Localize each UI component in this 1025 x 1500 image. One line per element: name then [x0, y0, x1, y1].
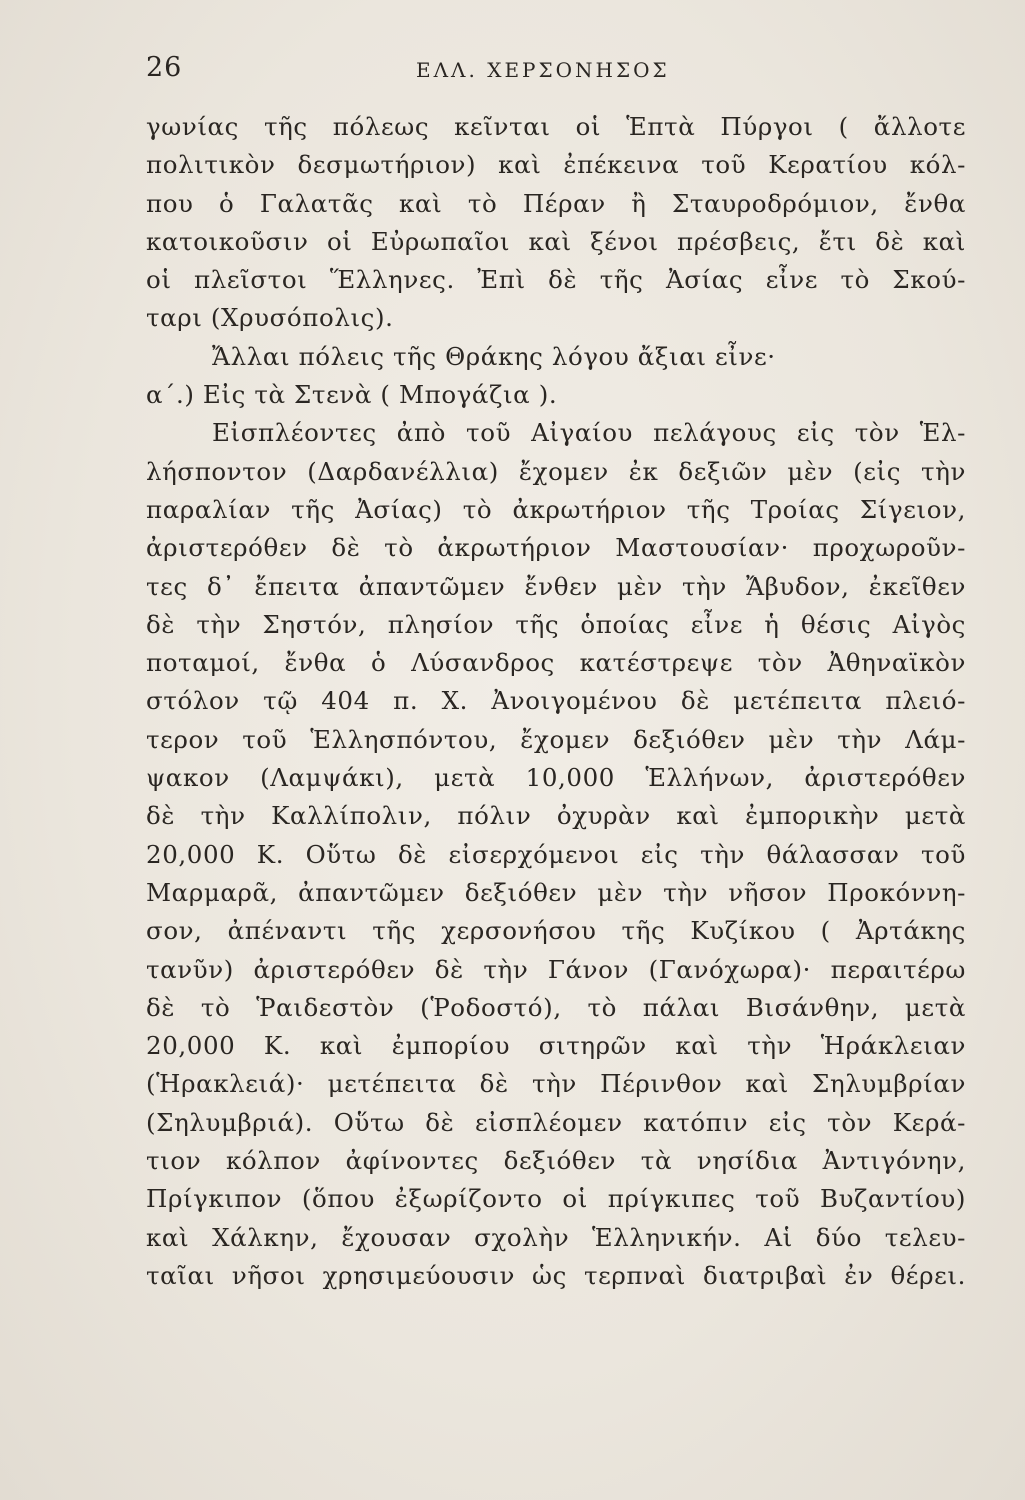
text-line: που ὁ Γαλατᾶς καὶ τὸ Πέραν ἢ Σταυροδρόμιον, ἔνθα — [146, 188, 966, 218]
text-line: Πρίγκιπον (ὅπου ἐξωρίζοντο οἱ πρίγκιπες τοῦ Βυζαντίου) — [146, 1184, 966, 1214]
page-number: 26 — [146, 52, 183, 83]
text-line: 20,000 Κ. Οὕτω δὲ εἰσερχόμενοι εἰς τὴν θάλασσαν τοῦ — [146, 839, 966, 869]
running-head: ΕΛΛ. ΧΕΡΣΟΝΗΣΟΣ — [416, 58, 670, 82]
text-line: ἀριστερόθεν δὲ τὸ ἀκρωτήριον Μαστουσίαν· προχωροῦν- — [146, 533, 966, 563]
text-line: δὲ τὴν Σηστόν, πλησίον τῆς ὁποίας εἶνε ἡ θέσις Αἰγὸς — [146, 609, 966, 639]
text-line: τιον κόλπον ἀφίνοντες δεξιόθεν τὰ νησίδια Ἀντιγόνην, — [146, 1146, 966, 1176]
page-header — [146, 52, 966, 92]
text-line: (Ἡρακλειά)· μετέπειτα δὲ τὴν Πέρινθον καὶ Σηλυμβρίαν — [146, 1069, 966, 1099]
text-line: δὲ τὴν Καλλίπολιν, πόλιν ὀχυρὰν καὶ ἐμπορικὴν μετὰ — [146, 801, 966, 831]
text-line: ταῖαι νῆσοι χρησιμεύουσιν ὡς τερπναὶ διατριβαὶ ἐν θέρει. — [146, 1260, 966, 1290]
text-line: ψακον (Λαμψάκι), μετὰ 10,000 Ἑλλήνων, ἀριστερόθεν — [146, 763, 966, 793]
text-line: ταρι (Χρυσόπολις). — [146, 303, 394, 333]
text-line: σον, ἀπέναντι τῆς χερσονήσου τῆς Κυζίκου ( Ἀρτάκης — [146, 916, 966, 946]
text-line: α΄.) Εἰς τὰ Στενὰ ( Μπογάζια ). — [146, 380, 558, 410]
text-line: τες δ᾽ ἔπειτα ἀπαντῶμεν ἔνθεν μὲν τὴν Ἄβυδον, ἐκεῖθεν — [146, 571, 966, 601]
text-line: παραλίαν τῆς Ἀσίας) τὸ ἀκρωτήριον τῆς Τροίας Σίγειον, — [146, 494, 966, 524]
text-line: στόλον τῷ 404 π. Χ. Ἀνοιγομένου δὲ μετέπειτα πλειό- — [146, 686, 966, 716]
text-line: (Σηλυμβριά). Οὕτω δὲ εἰσπλέομεν κατόπιν εἰς τὸν Κερά- — [146, 1107, 966, 1137]
text-line: οἱ πλεῖστοι Ἕλληνες. Ἐπὶ δὲ τῆς Ἀσίας εἶνε τὸ Σκού- — [146, 265, 966, 295]
text-line: 20,000 Κ. καὶ ἐμπορίου σιτηρῶν καὶ τὴν Ἡράκλειαν — [146, 1031, 966, 1061]
text-line: πολιτικὸν δεσμωτήριον) καὶ ἐπέκεινα τοῦ Κερατίου κόλ- — [146, 150, 966, 180]
text-line: γωνίας τῆς πόλεως κεῖνται οἱ Ἑπτὰ Πύργοι ( ἄλλοτε — [146, 112, 966, 141]
body-text — [146, 108, 966, 1295]
text-line: Εἰσπλέοντες ἀπὸ τοῦ Αἰγαίου πελάγους εἰς τὸν Ἑλ- — [212, 418, 966, 448]
text-line: τανῦν) ἀριστερόθεν δὲ τὴν Γάνον (Γανόχωρα)· περαιτέρω — [146, 954, 966, 984]
text-line: καὶ Χάλκην, ἔχουσαν σχολὴν Ἑλληνικήν. Αἱ δύο τελευ- — [146, 1222, 966, 1252]
text-line: λήσποντον (Δαρδανέλλια) ἔχομεν ἐκ δεξιῶν μὲν (εἰς τὴν — [146, 456, 966, 486]
text-line: ποταμοί, ἔνθα ὁ Λύσανδρος κατέστρεψε τὸν Ἀθηναϊκὸν — [146, 648, 966, 678]
text-line: τερον τοῦ Ἑλλησπόντου, ἔχομεν δεξιόθεν μὲν τὴν Λάμ- — [146, 724, 966, 754]
text-line: δὲ τὸ Ῥαιδεστὸν (Ῥοδοστό), τὸ πάλαι Βισάνθην, μετὰ — [146, 992, 966, 1022]
text-line: Ἄλλαι πόλεις τῆς Θράκης λόγου ἄξιαι εἶνε· — [212, 341, 776, 371]
text-line: Μαρμαρᾶ, ἀπαντῶμεν δεξιόθεν μὲν τὴν νῆσον Προκόννη- — [146, 877, 966, 907]
text-line: κατοικοῦσιν οἱ Εὐρωπαῖοι καὶ ξένοι πρέσβεις, ἔτι δὲ καὶ — [146, 226, 966, 256]
